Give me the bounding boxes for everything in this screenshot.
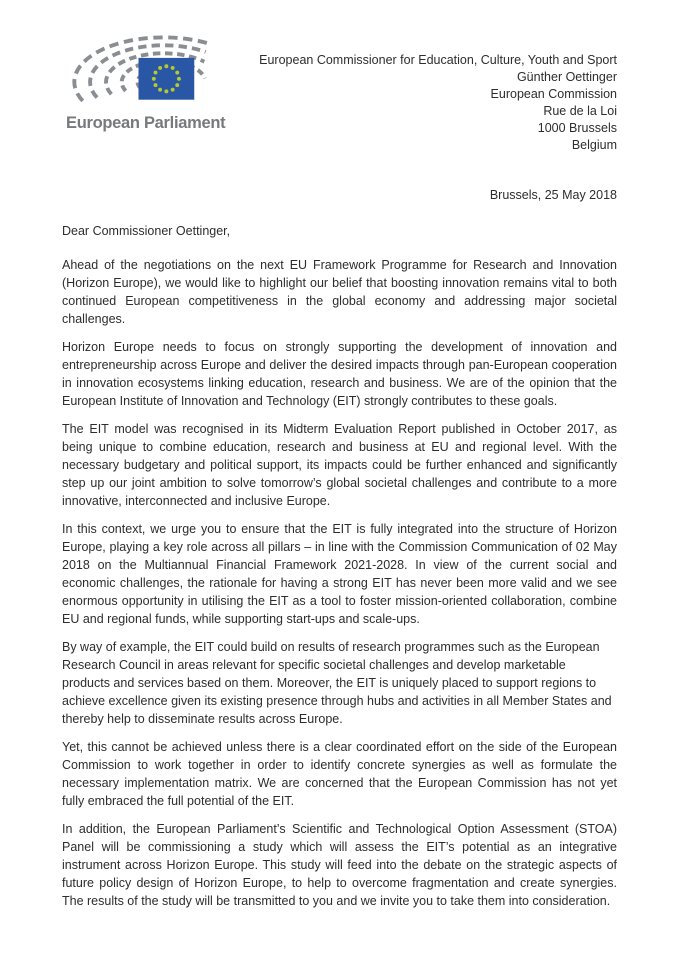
recipient-line: Belgium bbox=[571, 138, 617, 152]
paragraph-4: In this context, we urge you to ensure that the EIT is fully integrated into the structure of Horizon Europe, playing a key role across all pillars – in line with the Commission Communication of 02 May 2018 on the Multiannual Financial Framework 2021-2028. In view of the current social and economic challenges, the rationale for having a strong EIT has never been more valid and we see enormous opportunity in utilising the EIT as a tool to foster mission-oriented collaboration, combine EU and regional funds, while supporting start-ups and scale-ups. bbox=[62, 522, 617, 626]
recipient-line: European Commission bbox=[490, 87, 617, 101]
salutation: Dear Commissioner Oettinger, bbox=[62, 224, 231, 238]
recipient-line: European Commissioner for Education, Culture, Youth and Sport bbox=[259, 53, 617, 67]
paragraph-2: Horizon Europe needs to focus on strongly supporting the development of innovation and entrepreneurship across Europe and deliver the desired impacts through pan-European cooperation in innovation ecosystems linking education, research and business. We are of the opinion that the European Institute of Innovation and Technology (EIT) strongly contributes to these goals. bbox=[62, 340, 617, 408]
paragraph-3: The EIT model was recognised in its Midterm Evaluation Report published in October 2017, as being unique to combine education, research and business at EU and regional level. With the necessary budgetary and political support, its impacts could be further enhanced and significantly step up our joint ambition to solve tomorrow’s global societal challenges and contribute to a more innovative, interconnected and inclusive Europe. bbox=[62, 422, 617, 508]
date-line: Brussels, 25 May 2018 bbox=[489, 188, 617, 202]
letterhead bbox=[62, 30, 617, 154]
eu-flag-icon bbox=[138, 58, 194, 100]
recipient-line: Rue de la Loi bbox=[543, 104, 617, 118]
european-parliament-hemicycle-icon bbox=[66, 30, 224, 109]
paragraph-5: By way of example, the EIT could build on results of research programmes such as the European Research Council in areas relevant for specific societal challenges and develop marketable products and services based on them. Moreover, the EIT is uniquely placed to support regions to achieve excellence given its existing presence through hubs and activities in all Member States and thereby help to disseminate results across Europe. bbox=[62, 640, 612, 726]
recipient-line: Günther Oettinger bbox=[516, 70, 617, 84]
paragraph-7: In addition, the European Parliament’s Scientific and Technological Option Assessment (STOA) Panel will be commissioning a study which will assess the EIT’s potential as an integrative instrument across Horizon Europe. This study will feed into the debate on the strategic aspects of future policy design of Horizon Europe, to help to overcome fragmentation and create synergies. The results of the study will be transmitted to you and we invite you to take them into consideration. bbox=[62, 822, 617, 908]
letter-body bbox=[62, 256, 617, 910]
european-parliament-logo bbox=[66, 30, 236, 133]
recipient-line: 1000 Brussels bbox=[537, 121, 617, 135]
paragraph-1: Ahead of the negotiations on the next EU Framework Programme for Research and Innovation (Horizon Europe), we would like to highlight our belief that boosting innovation remains vital to both continued European competitiveness in the global economy and addressing major societal challenges. bbox=[62, 258, 617, 326]
recipient-address bbox=[236, 52, 617, 154]
logo-caption: European Parliament bbox=[66, 114, 226, 132]
paragraph-6: Yet, this cannot be achieved unless there is a clear coordinated effort on the side of the European Commission to work together in order to identify concrete synergies as well as formulate the necessary implementation matrix. We are concerned that the European Commission has not yet fully embraced the full potential of the EIT. bbox=[62, 740, 617, 808]
